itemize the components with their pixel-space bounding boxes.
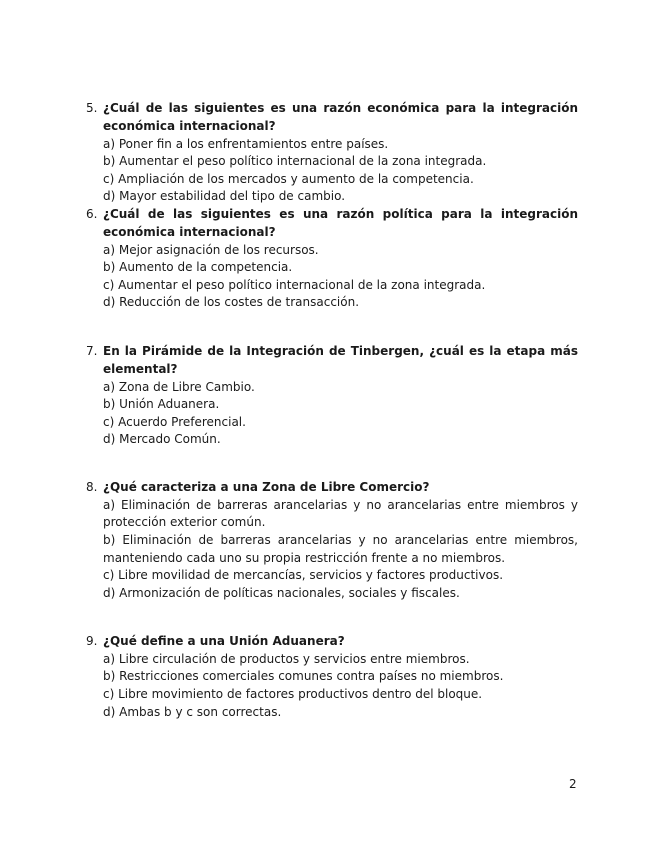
question-number: 6. [86, 207, 98, 221]
option-b: b) Restricciones comerciales comunes contra países no miembros. [103, 669, 504, 684]
option-d: d) Ambas b y c son correctas. [103, 704, 282, 719]
option-b: b) Unión Aduanera. [103, 397, 220, 412]
option-d: d) Mayor estabilidad del tipo de cambio. [103, 189, 346, 204]
option-a: a) Mejor asignación de los recursos. [103, 242, 319, 257]
option-d: d) Mercado Común. [103, 432, 221, 447]
question-8 [80, 479, 578, 602]
question-number: 9. [86, 634, 98, 648]
option-b: b) Aumentar el peso político internacional de la zona integrada. [103, 154, 487, 169]
question-9 [80, 633, 578, 721]
option-c: c) Ampliación de los mercados y aumento de la competencia. [103, 171, 474, 186]
option-d: d) Armonización de políticas nacionales, sociales y fiscales. [103, 585, 460, 600]
question-text: ¿Qué caracteriza a una Zona de Libre Comercio? [103, 480, 430, 494]
question-5 [80, 100, 578, 206]
option-a: a) Libre circulación de productos y servicios entre miembros. [103, 651, 470, 666]
question-text: En la Pirámide de la Integración de Tinbergen, ¿cuál es la etapa más elemental? [103, 344, 578, 376]
option-a: a) Zona de Libre Cambio. [103, 379, 255, 394]
question-text: ¿Cuál de las siguientes es una razón económica para la integración económica internacional? [103, 101, 578, 133]
question-number: 8. [86, 480, 98, 494]
question-6 [80, 206, 578, 312]
page-number: 2 [569, 777, 577, 791]
question-text: ¿Cuál de las siguientes es una razón política para la integración económica internacional? [103, 207, 578, 239]
question-text: ¿Qué define a una Unión Aduanera? [103, 634, 345, 648]
question-7 [80, 343, 578, 449]
option-b: b) Eliminación de barreras arancelarias y no arancelarias entre miembros, manteniendo cada uno su propia restricción frente a no miembros. [103, 532, 578, 565]
option-b: b) Aumento de la competencia. [103, 260, 293, 275]
option-a: a) Poner fin a los enfrentamientos entre países. [103, 136, 389, 151]
option-d: d) Reducción de los costes de transacción. [103, 295, 360, 310]
option-a: a) Eliminación de barreras arancelarias y no arancelarias entre miembros y protección exterior común. [103, 497, 578, 530]
question-number: 5. [86, 101, 98, 115]
option-c: c) Aumentar el peso político internacional de la zona integrada. [103, 277, 486, 292]
option-c: c) Acuerdo Preferencial. [103, 414, 246, 429]
option-c: c) Libre movilidad de mercancías, servicios y factores productivos. [103, 568, 504, 583]
question-number: 7. [86, 344, 98, 358]
option-c: c) Libre movimiento de factores productivos dentro del bloque. [103, 686, 483, 701]
